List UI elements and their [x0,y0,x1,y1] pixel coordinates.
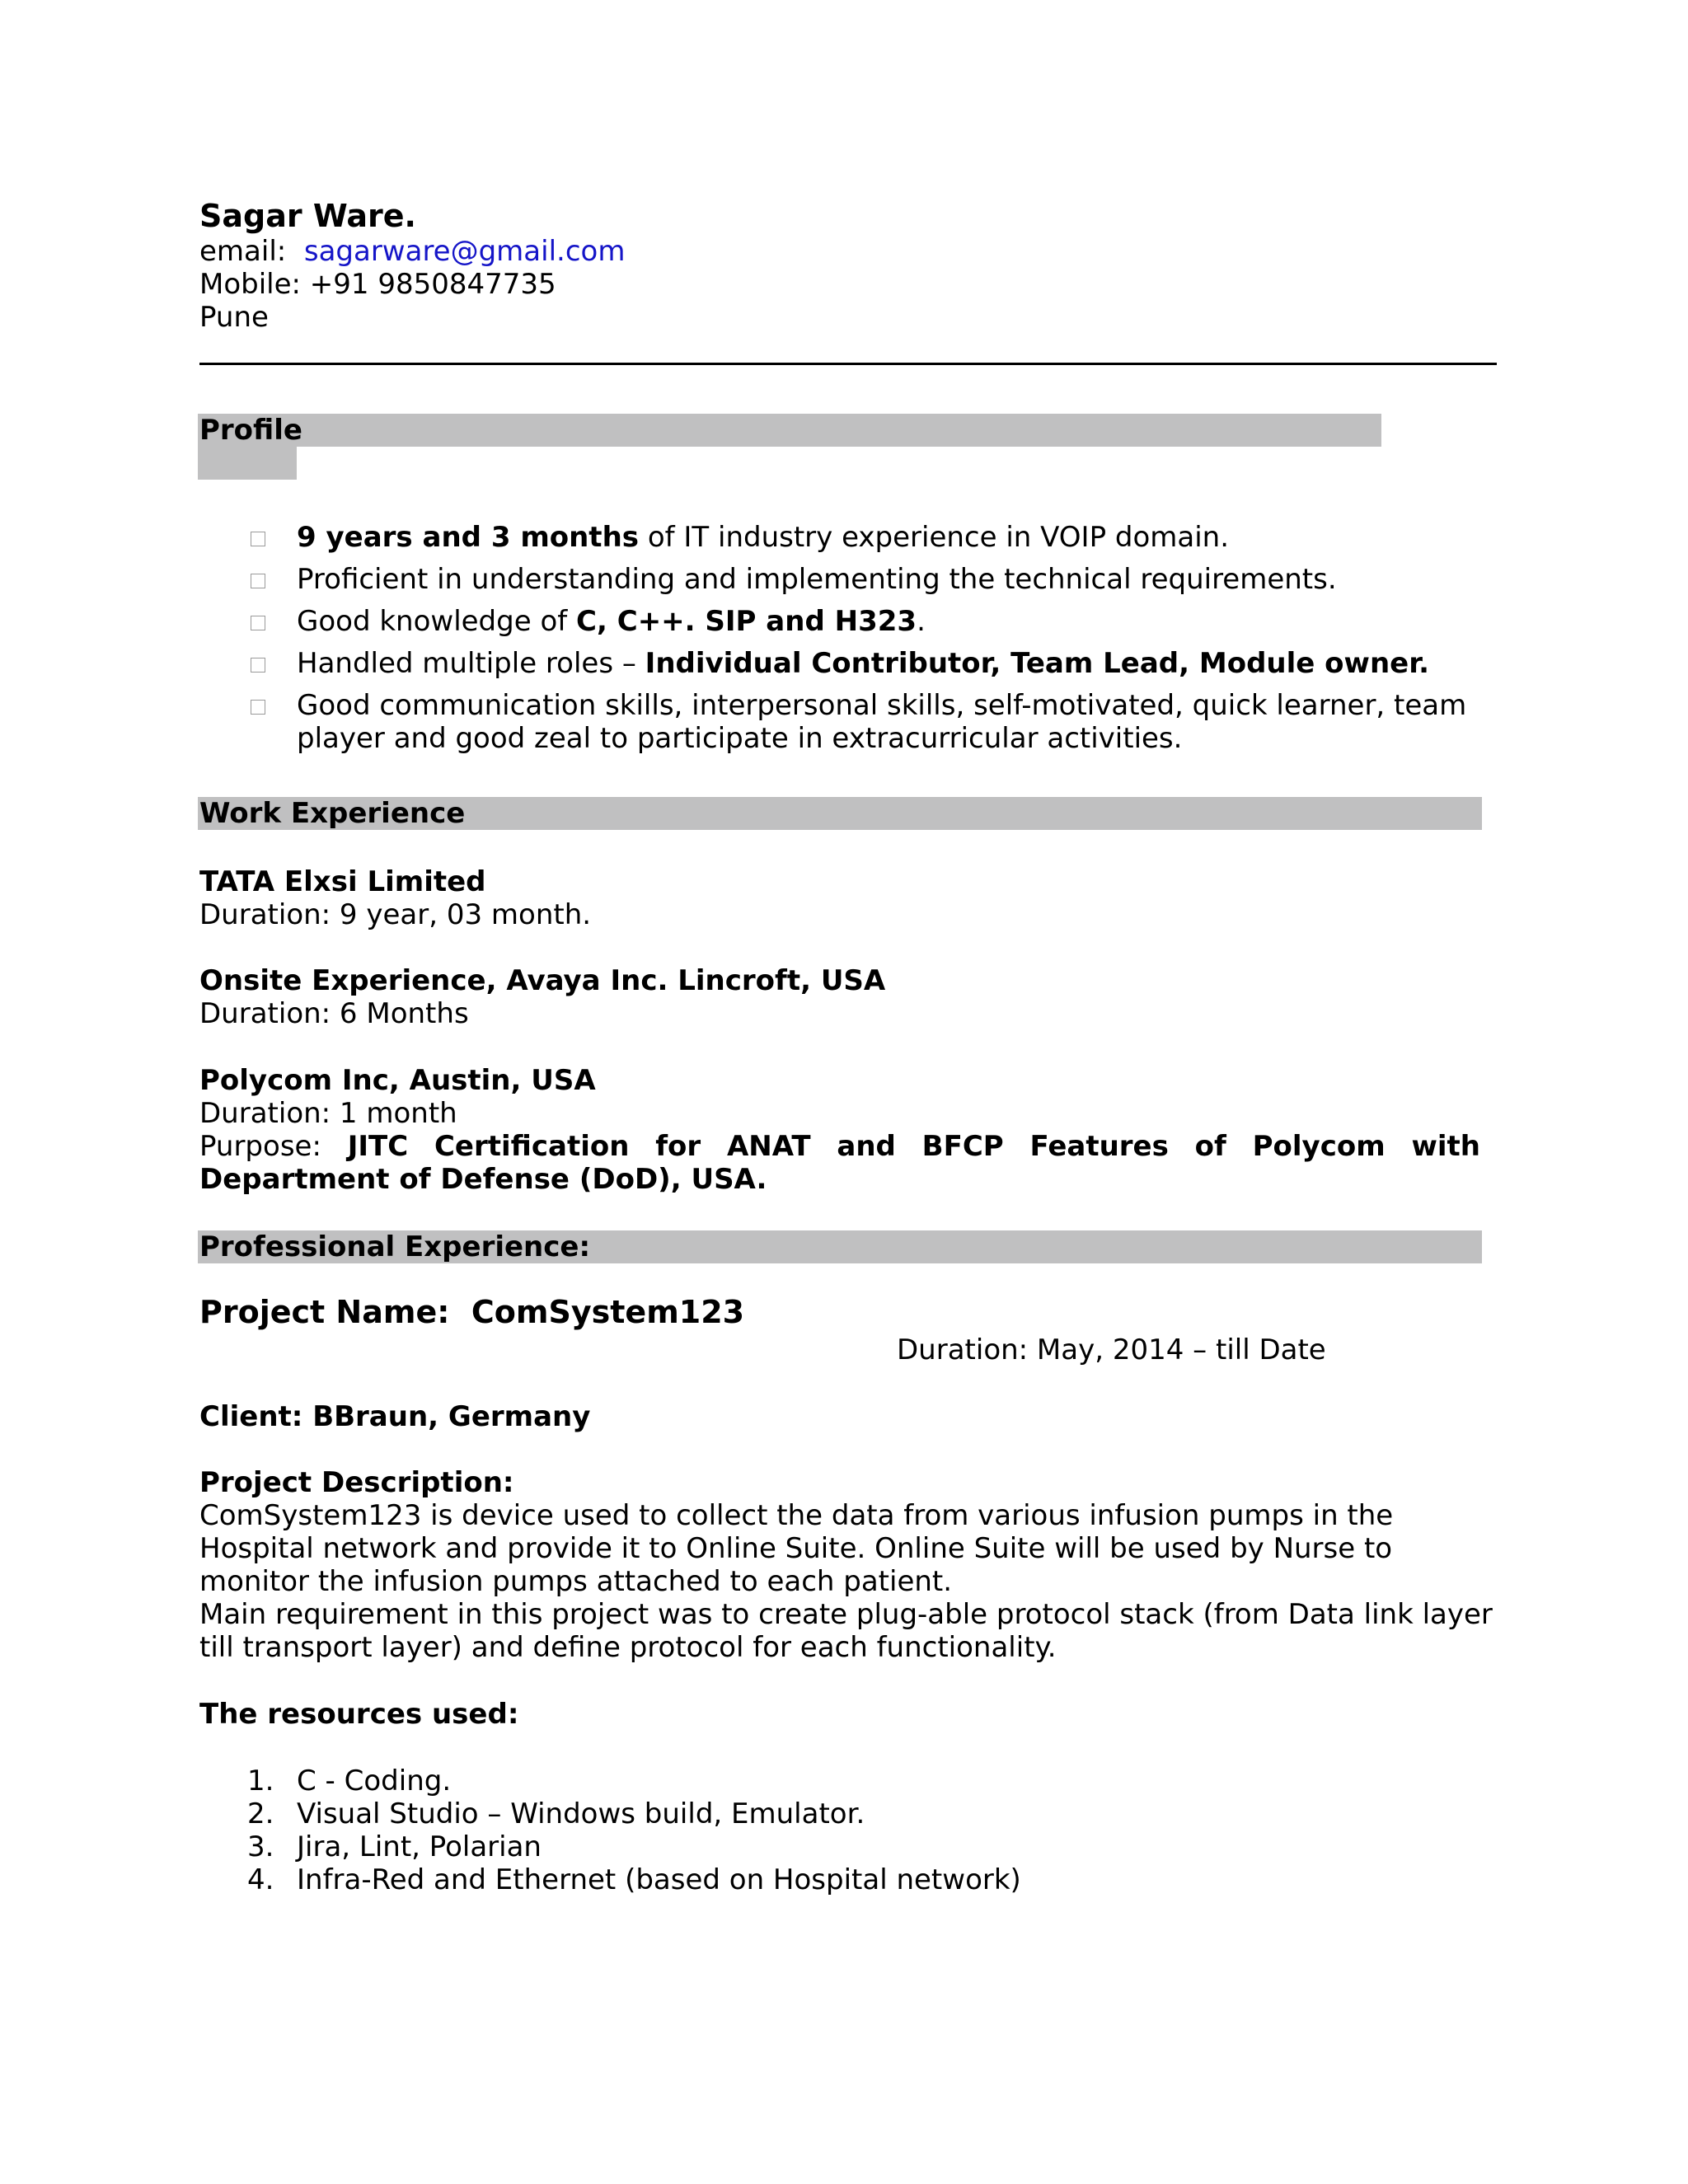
resource-number: 1. [247,1765,274,1797]
email-label: email: [199,235,287,268]
project-duration: Duration: May, 2014 – till Date [897,1333,1326,1366]
bullet-icon [251,700,265,715]
professional-heading: Professional Experience: [199,1230,591,1263]
profile-item-continued: player and good zeal to participate in extracurricular activities. [297,722,1183,755]
bullet-icon [251,616,265,630]
profile-band [198,414,1381,447]
mobile-line: Mobile: +91 9850847735 [199,268,556,301]
resource-item: C - Coding. [297,1765,452,1797]
profile-item: Good knowledge of C, C++. SIP and H323. [297,605,926,638]
resource-item: Infra-Red and Ethernet (based on Hospital network) [297,1863,1021,1896]
onsite-duration: Duration: 6 Months [199,997,469,1030]
resource-number: 4. [247,1863,274,1896]
resource-number: 2. [247,1797,274,1830]
profile-band-tail [198,447,297,480]
profile-item: Proficient in understanding and implementing the technical requirements. [297,563,1337,596]
bullet-icon [251,658,265,673]
email-link[interactable]: sagarware@gmail.com [303,235,626,268]
employer-duration: Duration: 9 year, 03 month. [199,898,592,931]
header-divider [199,363,1497,365]
employer-title: TATA Elxsi Limited [199,865,486,898]
polycom-purpose: Purpose: JITC Certification for ANAT and BFCP Features of Polycom with [199,1130,1480,1163]
description-line: Hospital network and provide it to Online Suite. Online Suite will be used by Nurse to [199,1532,1393,1565]
resources-heading: The resources used: [199,1698,519,1731]
resource-item: Visual Studio – Windows build, Emulator. [297,1797,865,1830]
polycom-duration: Duration: 1 month [199,1097,457,1130]
description-line: ComSystem123 is device used to collect the data from various infusion pumps in the [199,1499,1394,1532]
onsite-title: Onsite Experience, Avaya Inc. Lincroft, USA [199,964,886,997]
profile-heading: Profile [199,414,302,447]
resource-number: 3. [247,1830,274,1863]
polycom-title: Polycom Inc, Austin, USA [199,1064,596,1097]
description-line: till transport layer) and define protocol for each functionality. [199,1631,1057,1664]
bullet-icon [251,532,265,546]
bullet-icon [251,574,265,588]
email-line [199,235,625,268]
project-client: Client: BBraun, Germany [199,1400,591,1433]
resource-item: Jira, Lint, Polarian [297,1830,542,1863]
city-line: Pune [199,301,269,334]
project-name-line: Project Name: ComSystem123 [199,1294,745,1330]
description-line: Main requirement in this project was to create plug-able protocol stack (from Data link layer [199,1598,1493,1631]
purpose-label: Purpose: [199,1130,321,1163]
profile-item: Good communication skills, interpersonal skills, self-motivated, quick learner, team [297,689,1467,722]
description-line: monitor the infusion pumps attached to each patient. [199,1565,953,1598]
work-heading: Work Experience [199,797,466,830]
candidate-name: Sagar Ware. [199,198,416,234]
profile-item: Handled multiple roles – Individual Contributor, Team Lead, Module owner. [297,647,1430,680]
profile-item: 9 years and 3 months of IT industry experience in VOIP domain. [297,521,1230,554]
project-description-heading: Project Description: [199,1466,514,1499]
polycom-purpose-continued: Department of Defense (DoD), USA. [199,1163,767,1196]
